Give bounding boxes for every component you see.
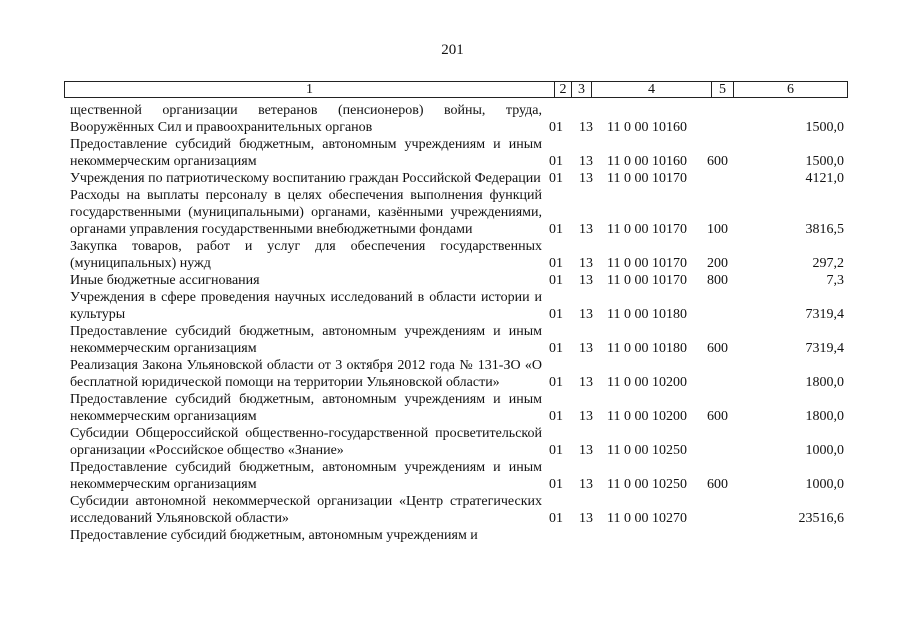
row-description: Субсидии Общероссийской общественно-государственной просветительской организации «Российское общество «Знание» <box>70 426 542 458</box>
section-code: 01 <box>549 375 563 390</box>
amount: 297,2 <box>812 256 844 271</box>
table-row <box>0 493 905 527</box>
expense-type-code: 200 <box>707 256 728 271</box>
section-code: 01 <box>549 443 563 458</box>
table-row <box>0 238 905 272</box>
section-code: 01 <box>549 256 563 271</box>
table-row <box>0 323 905 357</box>
expense-type-code: 800 <box>707 273 728 288</box>
target-article-code: 11 0 00 10250 <box>607 477 687 492</box>
table-row <box>0 357 905 391</box>
target-article-code: 11 0 00 10270 <box>607 511 687 526</box>
subsection-code: 13 <box>579 511 593 526</box>
table-row <box>0 459 905 493</box>
table-row <box>0 289 905 323</box>
amount: 1500,0 <box>805 120 844 135</box>
row-description: Предоставление субсидий бюджетным, автономным учреждениям и иным некоммерческим организациям <box>70 324 542 356</box>
amount: 1500,0 <box>805 154 844 169</box>
row-description: Иные бюджетные ассигнования <box>70 273 260 288</box>
section-code: 01 <box>549 511 563 526</box>
subsection-code: 13 <box>579 222 593 237</box>
row-description: Предоставление субсидий бюджетным, автономным учреждениям и <box>70 528 478 543</box>
header-col-2: 2 <box>555 82 572 97</box>
row-description: Учреждения в сфере проведения научных исследований в области истории и культуры <box>70 290 542 322</box>
table-row <box>0 527 905 544</box>
target-article-code: 11 0 00 10200 <box>607 409 687 424</box>
table-body <box>0 102 905 544</box>
amount: 1800,0 <box>805 375 844 390</box>
target-article-code: 11 0 00 10180 <box>607 307 687 322</box>
table-header <box>64 81 848 98</box>
section-code: 01 <box>549 477 563 492</box>
row-description: Субсидии автономной некоммерческой организации «Центр стратегических исследований Ульяновской области» <box>70 494 542 526</box>
amount: 1000,0 <box>805 443 844 458</box>
row-description: Предоставление субсидий бюджетным, автономным учреждениям и иным некоммерческим организациям <box>70 137 542 169</box>
header-col-1: 1 <box>65 82 555 97</box>
header-col-3: 3 <box>572 82 592 97</box>
table-row <box>0 391 905 425</box>
target-article-code: 11 0 00 10170 <box>607 171 687 186</box>
amount: 4121,0 <box>805 171 844 186</box>
subsection-code: 13 <box>579 409 593 424</box>
subsection-code: 13 <box>579 375 593 390</box>
amount: 1000,0 <box>805 477 844 492</box>
header-col-6: 6 <box>787 82 794 97</box>
subsection-code: 13 <box>579 256 593 271</box>
section-code: 01 <box>549 171 563 186</box>
expense-type-code: 600 <box>707 154 728 169</box>
amount: 7,3 <box>826 273 844 288</box>
subsection-code: 13 <box>579 171 593 186</box>
row-description: Предоставление субсидий бюджетным, автономным учреждениям и иным некоммерческим организациям <box>70 392 542 424</box>
table-row <box>0 272 905 289</box>
row-description: щественной организации ветеранов (пенсионеров) войны, труда, Вооружённых Сил и правоохранительных органов <box>70 103 542 135</box>
table-row <box>0 102 905 136</box>
table-row <box>0 425 905 459</box>
target-article-code: 11 0 00 10170 <box>607 273 687 288</box>
section-code: 01 <box>549 341 563 356</box>
target-article-code: 11 0 00 10170 <box>607 222 687 237</box>
subsection-code: 13 <box>579 443 593 458</box>
subsection-code: 13 <box>579 341 593 356</box>
row-description: Реализация Закона Ульяновской области от 3 октября 2012 года № 131-ЗО «О бесплатной юридической помощи на территории Ульяновской области» <box>70 358 542 390</box>
section-code: 01 <box>549 154 563 169</box>
target-article-code: 11 0 00 10160 <box>607 154 687 169</box>
amount: 1800,0 <box>805 409 844 424</box>
subsection-code: 13 <box>579 154 593 169</box>
section-code: 01 <box>549 273 563 288</box>
page-number: 201 <box>441 42 464 58</box>
row-description: Расходы на выплаты персоналу в целях обеспечения выполнения функций государственными (муниципальными) органами, казёнными учреждениями, органами управления государственными внебюджетными фондами <box>70 188 542 237</box>
section-code: 01 <box>549 307 563 322</box>
row-description: Учреждения по патриотическому воспитанию граждан Российской Федерации <box>70 171 541 186</box>
expense-type-code: 100 <box>707 222 728 237</box>
expense-type-code: 600 <box>707 341 728 356</box>
target-article-code: 11 0 00 10200 <box>607 375 687 390</box>
expense-type-code: 600 <box>707 477 728 492</box>
target-article-code: 11 0 00 10170 <box>607 256 687 271</box>
amount: 7319,4 <box>805 307 844 322</box>
subsection-code: 13 <box>579 120 593 135</box>
target-article-code: 11 0 00 10160 <box>607 120 687 135</box>
header-col-4: 4 <box>592 82 712 97</box>
target-article-code: 11 0 00 10250 <box>607 443 687 458</box>
table-row <box>0 170 905 187</box>
section-code: 01 <box>549 120 563 135</box>
row-description: Предоставление субсидий бюджетным, автономным учреждениям и иным некоммерческим организациям <box>70 460 542 492</box>
amount: 7319,4 <box>805 341 844 356</box>
header-col-5: 5 <box>712 82 734 97</box>
subsection-code: 13 <box>579 477 593 492</box>
table-row <box>0 136 905 170</box>
subsection-code: 13 <box>579 307 593 322</box>
amount: 23516,6 <box>798 511 844 526</box>
section-code: 01 <box>549 409 563 424</box>
table-row <box>0 187 905 238</box>
section-code: 01 <box>549 222 563 237</box>
subsection-code: 13 <box>579 273 593 288</box>
expense-type-code: 600 <box>707 409 728 424</box>
target-article-code: 11 0 00 10180 <box>607 341 687 356</box>
row-description: Закупка товаров, работ и услуг для обеспечения государственных (муниципальных) нужд <box>70 239 542 271</box>
amount: 3816,5 <box>805 222 844 237</box>
